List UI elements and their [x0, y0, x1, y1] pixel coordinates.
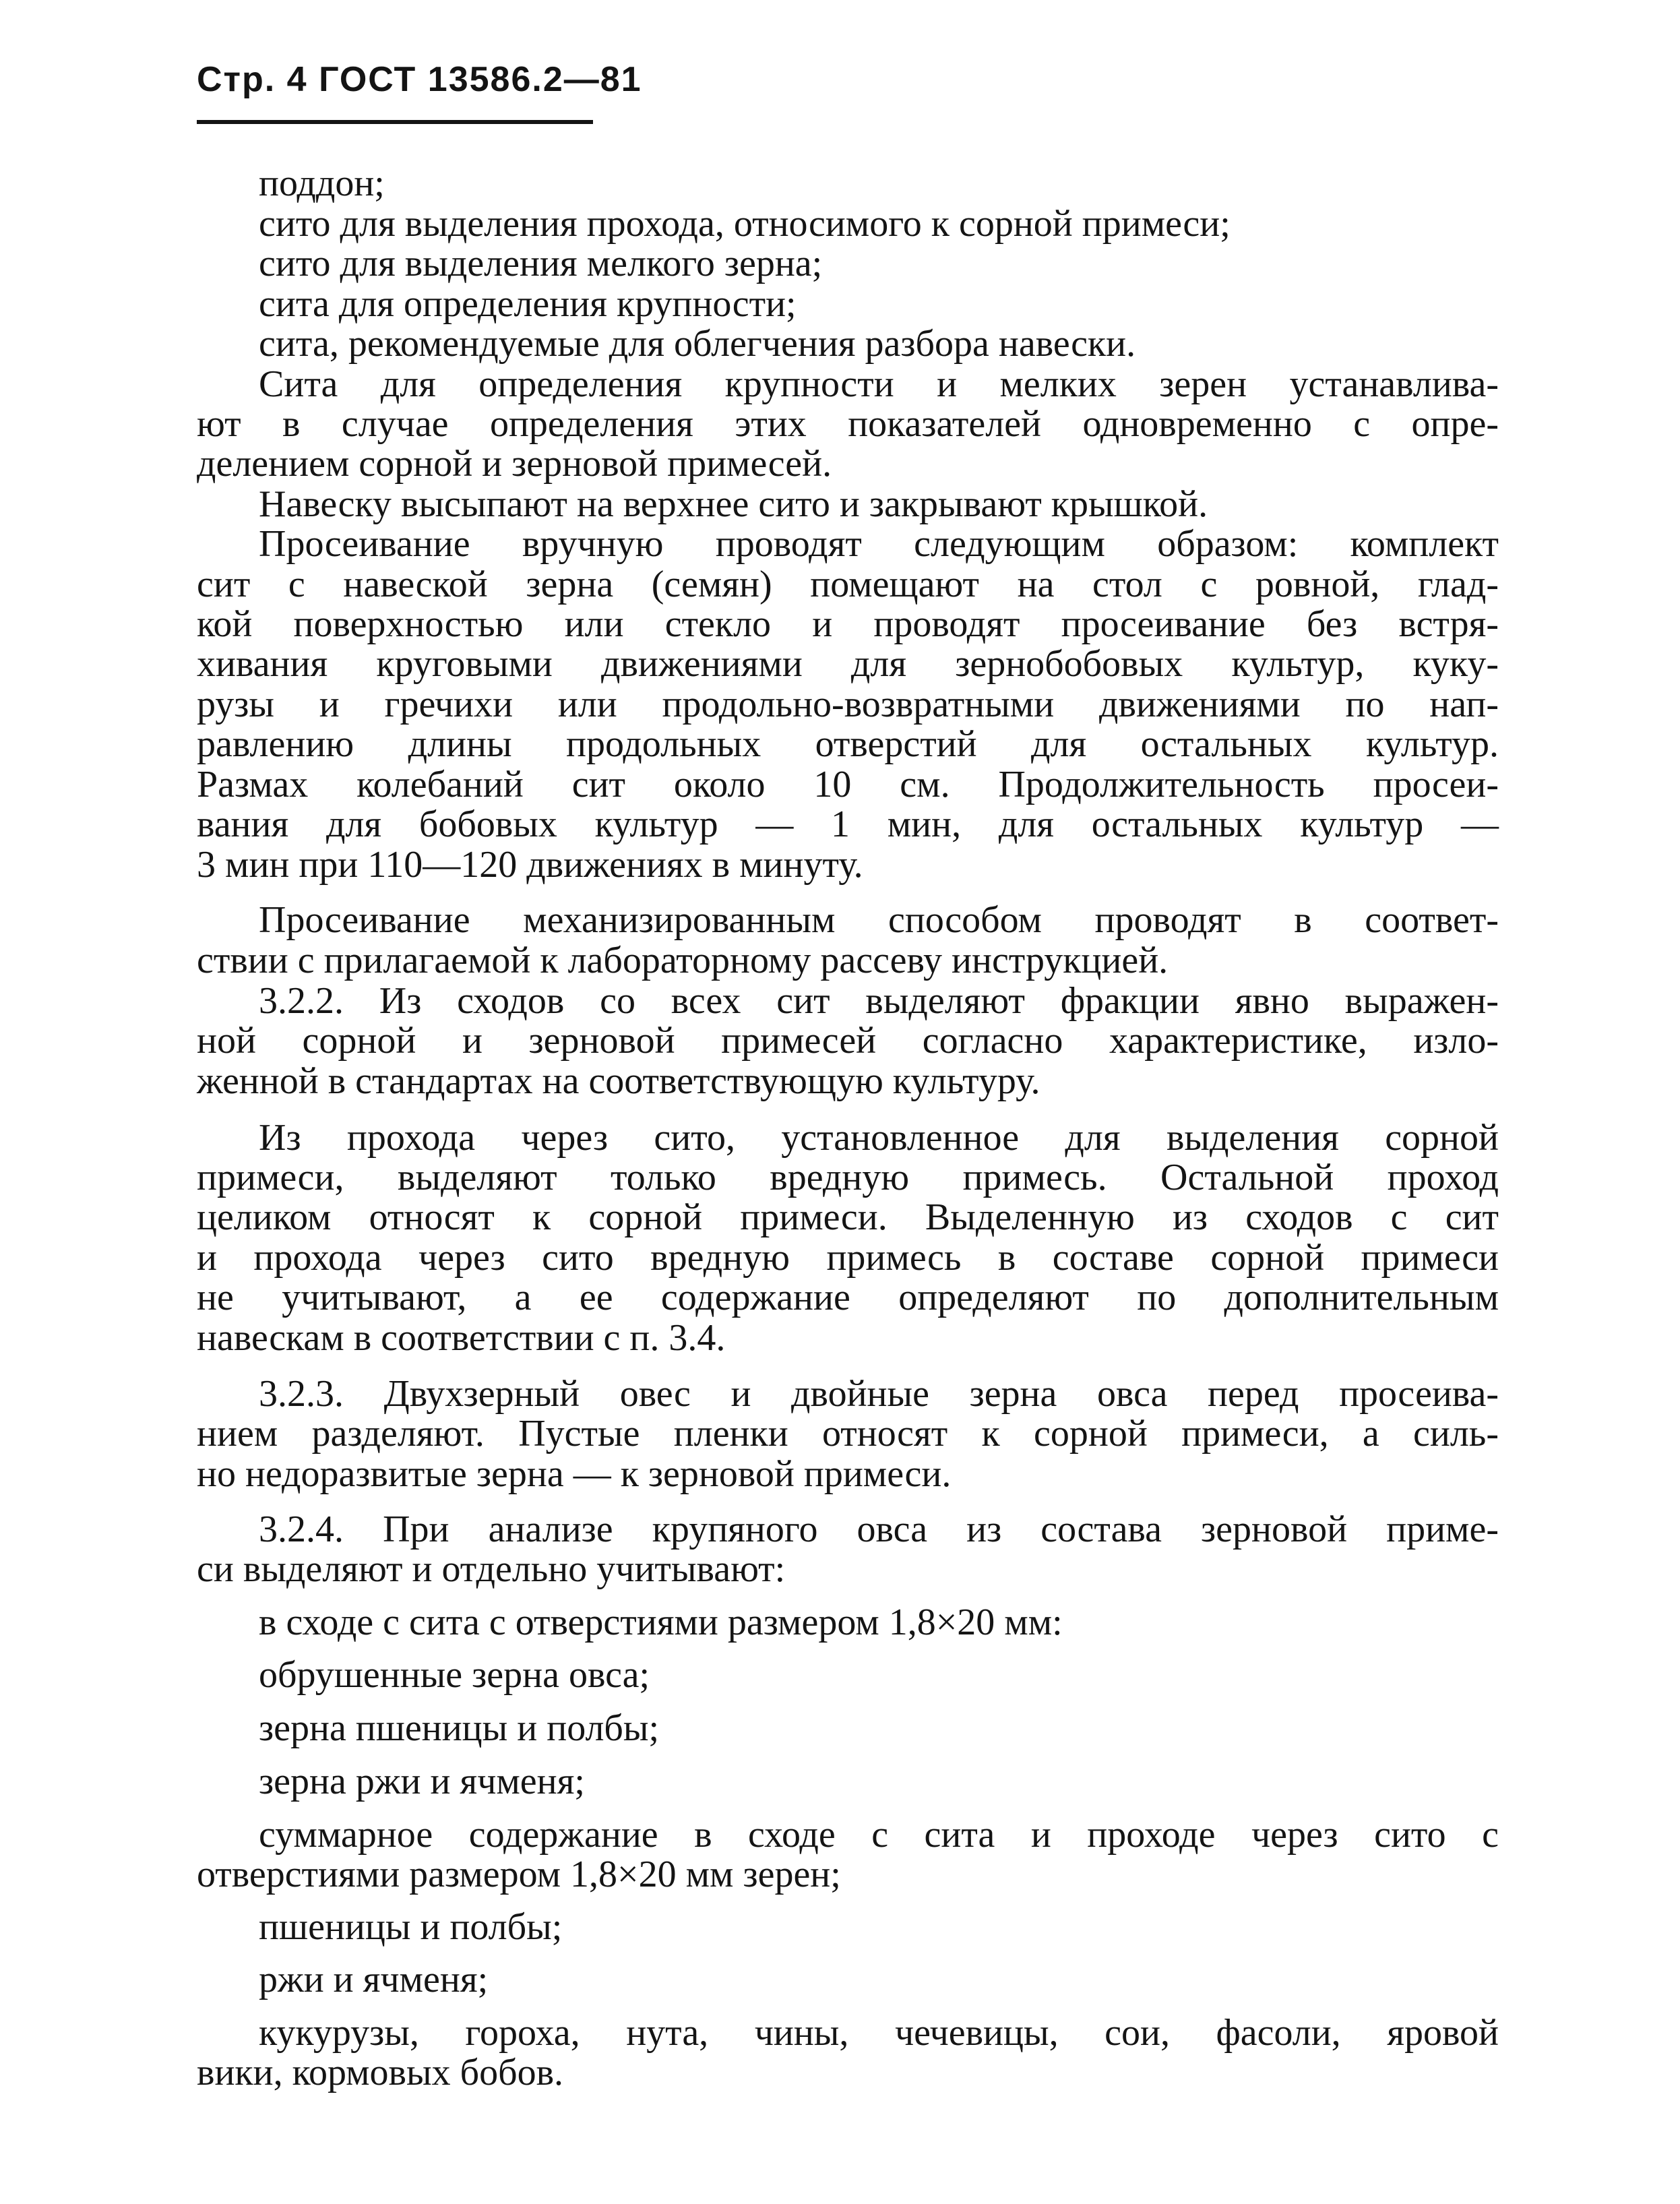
- text-line: кукурузы, гороха, нута, чины, чечевицы, сои, фасоли, яровой: [259, 2012, 1499, 2054]
- text-line: Сита для определения крупности и мелких зерен устанавлива-: [259, 363, 1499, 405]
- text-line: сита, рекомендуемые для облегчения разбора навески.: [259, 323, 1136, 365]
- text-line: Размах колебаний сит около 10 см. Продолжительность просеи-: [197, 764, 1499, 805]
- text-line: си выделяют и отдельно учитывают:: [197, 1548, 786, 1590]
- text-line: отверстиями размером 1,8×20 мм зерен;: [197, 1854, 841, 1895]
- text-line: сит с навеской зерна (семян) помещают на стол с ровной, глад-: [197, 563, 1499, 605]
- text-line: и прохода через сито вредную примесь в составе сорной примеси: [197, 1237, 1499, 1279]
- page-header: [197, 62, 642, 97]
- text-line: сита для определения крупности;: [259, 283, 797, 325]
- text-line: Просеивание вручную проводят следующим образом: комплект: [259, 523, 1499, 565]
- text-line: пшеницы и полбы;: [259, 1906, 563, 1948]
- text-line: примеси, выделяют только вредную примесь. Остальной проход: [197, 1157, 1499, 1198]
- text-line: не учитывают, а ее содержание определяют по дополнительным: [197, 1277, 1499, 1318]
- text-line: вики, кормовых бобов.: [197, 2052, 564, 2093]
- text-line: ствии с прилагаемой к лабораторному рассеву инструкцией.: [197, 940, 1169, 981]
- text-line: ют в случае определения этих показателей одновременно с опре-: [197, 403, 1499, 445]
- text-line: Просеивание механизированным способом проводят в соответ-: [259, 899, 1499, 941]
- text-line: хивания круговыми движениями для зернобобовых культур, куку-: [197, 643, 1499, 685]
- text-line: зерна пшеницы и полбы;: [259, 1707, 660, 1749]
- text-line: зерна ржи и ячменя;: [259, 1761, 585, 1802]
- text-line: но недоразвитые зерна — к зерновой примеси.: [197, 1453, 952, 1495]
- text-line: навескам в соответствии с п. 3.4.: [197, 1317, 726, 1359]
- text-line: Навеску высыпают на верхнее сито и закрывают крышкой.: [259, 483, 1208, 525]
- text-line: сито для выделения прохода, относимого к сорной примеси;: [259, 203, 1231, 245]
- text-line: 3.2.2. Из сходов со всех сит выделяют фракции явно выражен-: [259, 980, 1499, 1022]
- text-line: рузы и гречихи или продольно-возвратными движениями по нап-: [197, 683, 1499, 725]
- text-line: делением сорной и зерновой примесей.: [197, 443, 832, 485]
- text-line: ржи и ячменя;: [259, 1959, 489, 2000]
- text-line: равлению длины продольных отверстий для остальных культур.: [197, 723, 1499, 765]
- text-line: поддон;: [259, 162, 385, 204]
- text-line: Из прохода через сито, установленное для выделения сорной: [259, 1117, 1499, 1159]
- standard-designation: ГОСТ 13586.2—81: [319, 60, 642, 99]
- text-line: в сходе с сита с отверстиями размером 1,8×20 мм:: [259, 1601, 1063, 1643]
- text-line: вания для бобовых культур — 1 мин, для остальных культур —: [197, 803, 1499, 845]
- text-line: суммарное содержание в сходе с сита и проходе через сито с: [259, 1814, 1499, 1856]
- page-number: Стр. 4: [197, 60, 308, 99]
- text-line: женной в стандартах на соответствующую культуру.: [197, 1060, 1040, 1102]
- text-line: целиком относят к сорной примеси. Выделенную из сходов с сит: [197, 1196, 1499, 1238]
- text-line: ной сорной и зерновой примесей согласно характеристике, изло-: [197, 1020, 1499, 1062]
- text-line: обрушенные зерна овса;: [259, 1654, 650, 1696]
- text-line: нием разделяют. Пустые пленки относят к сорной примеси, а силь-: [197, 1413, 1499, 1455]
- text-line: кой поверхностью или стекло и проводят просеивание без встря-: [197, 603, 1499, 645]
- header-rule: [197, 120, 593, 124]
- text-line: 3.2.4. При анализе крупяного овса из состава зерновой приме-: [259, 1508, 1499, 1550]
- text-line: 3.2.3. Двухзерный овес и двойные зерна овса перед просеива-: [259, 1373, 1499, 1415]
- text-line: 3 мин при 110—120 движениях в минуту.: [197, 844, 863, 886]
- text-line: сито для выделения мелкого зерна;: [259, 243, 823, 284]
